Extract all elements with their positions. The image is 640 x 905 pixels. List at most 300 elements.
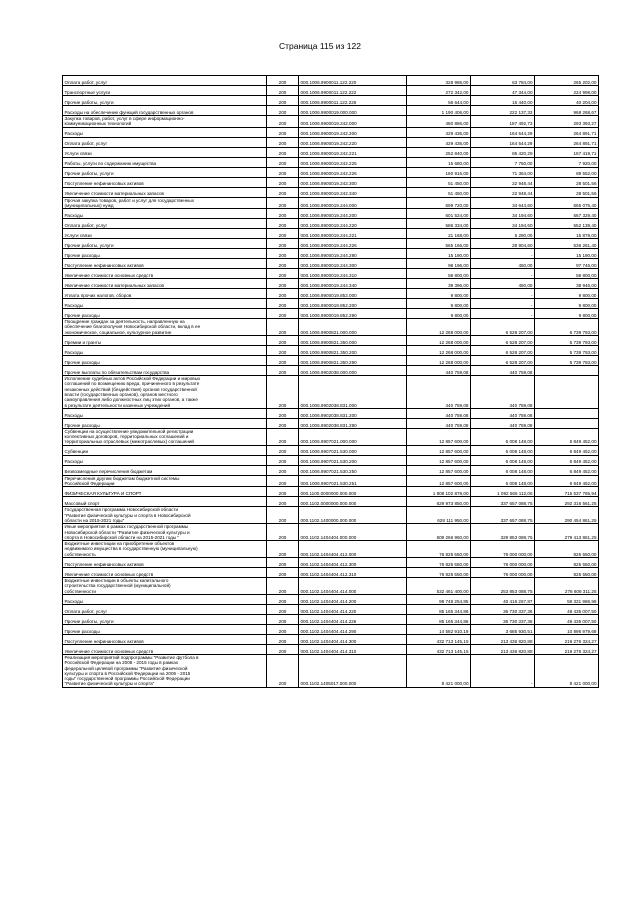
row-name-cell: Прочие расходы (63, 418, 267, 428)
row-name-cell: Прочие расходы (63, 249, 267, 259)
row-budget-code-cell: 000.1102.1404404.414.200 (299, 594, 407, 604)
row-name-cell: Увеличение стоимости материальных запасов (63, 187, 267, 197)
row-name-cell: Прочие расходы (63, 356, 267, 366)
table-row (63, 127, 599, 137)
budget-table (62, 75, 599, 688)
row-budget-code-cell: 000.1006.9907021.530.251 (299, 475, 407, 487)
row-executed-amount-cell: 187 492,73 (471, 116, 535, 128)
row-name-cell: Государственная программа Новосибирской области "Развитие физической культуры и спорта в Новосибирской области на 2015-2021 годы" (63, 507, 267, 524)
row-approved-amount-cell: 432 713 145,15 (407, 634, 471, 644)
row-remaining-amount-cell: 219 276 324,27 (535, 634, 599, 644)
row-name-cell: Расходы (63, 408, 267, 418)
row-remaining-amount-cell (535, 408, 599, 418)
row-approved-amount-cell: 39 396,00 (407, 279, 471, 289)
row-budget-code-cell: 000.1006.9902038.831.290 (299, 418, 407, 428)
row-name-cell: Прочая закупка товаров, работ и услуг для государственных (муниципальных) нужд (63, 197, 267, 209)
row-remaining-amount-cell: 48 435 007,50 (535, 604, 599, 614)
row-executed-amount-cell: 6 528 207,00 (471, 319, 535, 336)
row-name-cell: Премии и гранты (63, 336, 267, 346)
row-approved-amount-cell: 9 800,00 (407, 309, 471, 319)
row-executed-amount-cell: 450,00 (471, 279, 535, 289)
row-approved-amount-cell: 440 759,08 (407, 376, 471, 409)
row-name-cell: Закупка товаров, работ, услуг в сфере информационно- коммуникационных технологий (63, 116, 267, 128)
row-name-cell: Безвозмездные перечисления бюджетам (63, 465, 267, 475)
row-budget-code-cell: 000.1006.9907021.530.250 (299, 465, 407, 475)
table-row (63, 309, 599, 319)
row-budget-code-cell: 000.1006.9902038.831.000 (299, 376, 407, 409)
table-row (63, 259, 599, 269)
table-row (63, 249, 599, 259)
row-remaining-amount-cell: 552 139,40 (535, 219, 599, 229)
row-name-cell: Расходы (63, 209, 267, 219)
row-approved-amount-cell: 12 857 600,00 (407, 455, 471, 465)
row-executed-amount-cell: 6 528 207,00 (471, 356, 535, 366)
row-budget-code-cell: 000.1006.9900019.242.226 (299, 167, 407, 177)
row-approved-amount-cell: 629 973 850,00 (407, 497, 471, 507)
row-remaining-amount-cell: 5 739 793,00 (535, 356, 599, 366)
row-remaining-amount-cell: 10 896 979,68 (535, 624, 599, 634)
row-remaining-amount-cell: 9 800,00 (535, 309, 599, 319)
row-approved-amount-cell: 440 759,08 (407, 418, 471, 428)
table-row (63, 106, 599, 116)
row-code-line-cell: 200 (267, 127, 299, 137)
table-row (63, 487, 599, 497)
row-approved-amount-cell: 12 268 000,00 (407, 336, 471, 346)
row-budget-code-cell: 000.1102.1404404.412.300 (299, 558, 407, 568)
row-budget-code-cell: 000.1006.9900019.242.225 (299, 157, 407, 167)
row-executed-amount-cell: 440 759,08 (471, 376, 535, 409)
row-remaining-amount-cell: 715 537 765,94 (535, 487, 599, 497)
row-executed-amount-cell: 76 000 000,00 (471, 568, 535, 578)
row-executed-amount-cell: 6 528 207,00 (471, 346, 535, 356)
row-executed-amount-cell: 6 008 148,00 (471, 465, 535, 475)
row-code-line-cell: 200 (267, 249, 299, 259)
row-code-line-cell: 200 (267, 408, 299, 418)
row-executed-amount-cell: 6 008 148,00 (471, 475, 535, 487)
row-remaining-amount-cell: 28 501,56 (535, 187, 599, 197)
table-row (63, 376, 599, 409)
row-remaining-amount-cell: 6 849 452,00 (535, 445, 599, 455)
row-remaining-amount-cell: 6 849 452,00 (535, 465, 599, 475)
table-row (63, 289, 599, 299)
row-code-line-cell: 200 (267, 299, 299, 309)
row-remaining-amount-cell: 6 849 452,00 (535, 475, 599, 487)
row-remaining-amount-cell: 8 421 000,00 (535, 654, 599, 687)
row-executed-amount-cell: 76 000 000,00 (471, 558, 535, 568)
row-approved-amount-cell: 12 857 600,00 (407, 465, 471, 475)
row-budget-code-cell: 000.1006.9900019.244.340 (299, 279, 407, 289)
row-name-cell: Оплата работ, услуг (63, 604, 267, 614)
row-budget-code-cell: 000.1102.1404404.000.000 (299, 524, 407, 541)
table-row (63, 475, 599, 487)
row-executed-amount-cell: 440 759,08 (471, 418, 535, 428)
row-executed-amount-cell: 440 759,08 (471, 366, 535, 376)
row-remaining-amount-cell (535, 376, 599, 409)
row-approved-amount-cell: 440 759,08 (407, 408, 471, 418)
row-executed-amount-cell: 36 730 337,36 (471, 614, 535, 624)
table-row (63, 116, 599, 128)
row-remaining-amount-cell: 89 552,00 (535, 167, 599, 177)
row-name-cell: Расходы (63, 455, 267, 465)
row-budget-code-cell: 000.1006.9900019.244.310 (299, 269, 407, 279)
table-row (63, 319, 599, 336)
row-name-cell: Оплата работ, услуг (63, 137, 267, 147)
table-row (63, 167, 599, 177)
row-code-line-cell: 200 (267, 644, 299, 654)
row-name-cell: Уплата прочих налогов, сборов (63, 289, 267, 299)
row-name-cell: Субвенции на осуществление уведомительной регистрации коллективных договоров, территориальных соглашений и территориальных отраслевых (межотраслевых) соглашений (63, 428, 267, 445)
row-executed-amount-cell: 40 416 267,87 (471, 594, 535, 604)
table-row (63, 614, 599, 624)
row-name-cell: Субвенции (63, 445, 267, 455)
row-approved-amount-cell: 432 713 145,15 (407, 644, 471, 654)
row-code-line-cell: 200 (267, 497, 299, 507)
row-executed-amount-cell: 222 137,33 (471, 106, 535, 116)
row-budget-code-cell: 000.1006.9900821.350.200 (299, 346, 407, 356)
row-executed-amount-cell: - (471, 309, 535, 319)
row-name-cell: Прочие расходы (63, 624, 267, 634)
row-remaining-amount-cell: 9 800,00 (535, 289, 599, 299)
table-row (63, 558, 599, 568)
row-approved-amount-cell: 12 268 000,00 (407, 346, 471, 356)
row-name-cell: Прочие работы, услуги (63, 96, 267, 106)
row-approved-amount-cell: 252 840,00 (407, 147, 471, 157)
row-code-line-cell: 200 (267, 96, 299, 106)
row-executed-amount-cell: 213 436 820,88 (471, 634, 535, 644)
row-approved-amount-cell: 429 436,00 (407, 127, 471, 137)
row-name-cell: Бюджетные инвестиции в объекты капитального строительства государственной (муниципальной) собственности (63, 578, 267, 595)
row-executed-amount-cell: 6 528 207,00 (471, 336, 535, 346)
row-approved-amount-cell: 51 450,00 (407, 177, 471, 187)
row-remaining-amount-cell: 58 800,00 (535, 269, 599, 279)
row-executed-amount-cell: 16 440,00 (471, 96, 535, 106)
row-code-line-cell: 200 (267, 167, 299, 177)
row-code-line-cell: 200 (267, 309, 299, 319)
row-code-line-cell: 200 (267, 239, 299, 249)
row-executed-amount-cell: 213 436 820,88 (471, 644, 535, 654)
row-name-cell: Прочие работы, услуги (63, 239, 267, 249)
row-code-line-cell: 200 (267, 558, 299, 568)
row-budget-code-cell: 000.1006.9902038.831.200 (299, 408, 407, 418)
row-approved-amount-cell: 1 808 102 878,00 (407, 487, 471, 497)
row-code-line-cell: 200 (267, 187, 299, 197)
row-remaining-amount-cell: 293 393,27 (535, 116, 599, 128)
row-budget-code-cell: 000.1102.1404404.414.300 (299, 634, 407, 644)
row-executed-amount-cell: 36 730 337,36 (471, 604, 535, 614)
row-executed-amount-cell: 34 194,60 (471, 209, 535, 219)
row-remaining-amount-cell: 6 849 452,00 (535, 455, 599, 465)
row-remaining-amount-cell: 15 878,00 (535, 229, 599, 239)
row-budget-code-cell: 000.1102.1404404.414.220 (299, 604, 407, 614)
row-budget-code-cell: 000.1006.9900011.122.222 (299, 86, 407, 96)
row-code-line-cell: 200 (267, 594, 299, 604)
table-row (63, 594, 599, 604)
row-executed-amount-cell: 6 008 148,00 (471, 428, 535, 445)
row-executed-amount-cell: 47 344,00 (471, 86, 535, 96)
row-remaining-amount-cell: 292 316 561,25 (535, 497, 599, 507)
table-row (63, 445, 599, 455)
row-code-line-cell: 200 (267, 356, 299, 366)
row-executed-amount-cell: 6 008 148,00 (471, 445, 535, 455)
row-code-line-cell: 200 (267, 269, 299, 279)
row-name-cell: Расходы (63, 594, 267, 604)
row-approved-amount-cell: 12 857 600,00 (407, 445, 471, 455)
row-name-cell: ФИЗИЧЕСКАЯ КУЛЬТУРА И СПОРТ (63, 487, 267, 497)
row-budget-code-cell: 000.1006.9900019.244.221 (299, 229, 407, 239)
row-executed-amount-cell: 63 784,00 (471, 76, 535, 86)
row-remaining-amount-cell: 59 331 986,98 (535, 594, 599, 604)
row-approved-amount-cell: 12 857 600,00 (407, 475, 471, 487)
row-code-line-cell: 200 (267, 455, 299, 465)
row-approved-amount-cell: 76 825 550,00 (407, 568, 471, 578)
row-remaining-amount-cell: 9 800,00 (535, 299, 599, 309)
row-approved-amount-cell: 1 190 406,00 (407, 106, 471, 116)
row-executed-amount-cell: 440 759,08 (471, 408, 535, 418)
row-executed-amount-cell: 253 853 088,75 (471, 578, 535, 595)
row-code-line-cell: 200 (267, 604, 299, 614)
row-code-line-cell: 200 (267, 568, 299, 578)
row-code-line-cell: 200 (267, 654, 299, 687)
row-name-cell: Поступление нефинансовых активов (63, 634, 267, 644)
row-approved-amount-cell: 160 916,00 (407, 167, 471, 177)
row-approved-amount-cell: 85 165 344,86 (407, 604, 471, 614)
table-row (63, 279, 599, 289)
row-approved-amount-cell: 9 800,00 (407, 299, 471, 309)
row-remaining-amount-cell: 28 501,56 (535, 177, 599, 187)
row-executed-amount-cell: 3 685 930,51 (471, 624, 535, 634)
row-budget-code-cell: 000.1006.9900019.244.226 (299, 239, 407, 249)
row-code-line-cell: 200 (267, 177, 299, 187)
row-code-line-cell: 200 (267, 219, 299, 229)
row-executed-amount-cell: 7 760,00 (471, 157, 535, 167)
row-budget-code-cell: 000.1006.9900019.000.000 (299, 106, 407, 116)
table-row (63, 147, 599, 157)
row-name-cell: Расходы (63, 346, 267, 356)
row-code-line-cell: 200 (267, 366, 299, 376)
row-remaining-amount-cell: 97 746,00 (535, 259, 599, 269)
row-executed-amount-cell: 329 853 088,75 (471, 524, 535, 541)
row-executed-amount-cell: 71 364,00 (471, 167, 535, 177)
row-code-line-cell: 200 (267, 86, 299, 96)
row-name-cell: Расходы на обеспечение функций государственных органов (63, 106, 267, 116)
row-name-cell: Оплата работ, услуг (63, 76, 267, 86)
table-row (63, 356, 599, 366)
row-name-cell: Иные мероприятия в рамках государственной программы Новосибирской области "Развитие физической культуры и спорта в Новосибирской области на 2015-2021 годы " (63, 524, 267, 541)
row-remaining-amount-cell: 290 454 861,25 (535, 507, 599, 524)
row-code-line-cell: 200 (267, 289, 299, 299)
row-budget-code-cell: 000.1006.9900019.242.200 (299, 127, 407, 137)
row-executed-amount-cell: - (471, 269, 535, 279)
row-executed-amount-cell: 337 657 088,75 (471, 497, 535, 507)
row-remaining-amount-cell (535, 366, 599, 376)
row-executed-amount-cell: 34 194,60 (471, 219, 535, 229)
row-name-cell: Поступление нефинансовых активов (63, 259, 267, 269)
table-row (63, 209, 599, 219)
row-name-cell: Прочие расходы (63, 309, 267, 319)
table-row (63, 654, 599, 687)
row-approved-amount-cell: 609 266 950,00 (407, 524, 471, 541)
row-name-cell: Оплата работ, услуг (63, 219, 267, 229)
row-budget-code-cell: 000.1006.9900821.350.000 (299, 336, 407, 346)
row-remaining-amount-cell: 7 920,00 (535, 157, 599, 167)
row-budget-code-cell: 000.1006.9907021.530.000 (299, 445, 407, 455)
row-approved-amount-cell: 85 165 344,86 (407, 614, 471, 624)
row-budget-code-cell: 000.1006.9900019.244.300 (299, 259, 407, 269)
row-executed-amount-cell: 76 000 000,00 (471, 541, 535, 558)
table-row (63, 428, 599, 445)
row-approved-amount-cell: 272 342,00 (407, 86, 471, 96)
row-name-cell: Бюджетные инвестиции на приобретение объектов недвижимого имущества в государственную (муниципальную) собственность (63, 541, 267, 558)
table-row (63, 604, 599, 614)
table-row (63, 137, 599, 147)
row-budget-code-cell: 000.1102.0000000.000.000 (299, 497, 407, 507)
row-budget-code-cell: 000.1006.9900019.244.290 (299, 249, 407, 259)
table-row (63, 578, 599, 595)
row-approved-amount-cell: 15 190,00 (407, 249, 471, 259)
row-approved-amount-cell: 328 986,00 (407, 76, 471, 86)
row-code-line-cell: 200 (267, 418, 299, 428)
row-approved-amount-cell: 15 680,00 (407, 157, 471, 167)
row-approved-amount-cell: 98 196,00 (407, 259, 471, 269)
row-code-line-cell: 200 (267, 319, 299, 336)
row-remaining-amount-cell: 278 608 311,25 (535, 578, 599, 595)
row-approved-amount-cell: 565 166,00 (407, 239, 471, 249)
row-remaining-amount-cell: 536 261,40 (535, 239, 599, 249)
row-name-cell: Транспортные услуги (63, 86, 267, 96)
row-name-cell: Расходы (63, 299, 267, 309)
row-budget-code-cell: 000.1102.1405017.000.000 (299, 654, 407, 687)
row-executed-amount-cell: - (471, 654, 535, 687)
row-remaining-amount-cell: 5 739 793,00 (535, 346, 599, 356)
row-budget-code-cell: 000.1102.1400000.000.000 (299, 507, 407, 524)
row-code-line-cell: 200 (267, 475, 299, 487)
row-code-line-cell: 200 (267, 147, 299, 157)
row-approved-amount-cell: 58 800,00 (407, 269, 471, 279)
row-budget-code-cell: 000.1006.9900011.122.226 (299, 96, 407, 106)
row-approved-amount-cell: 8 421 000,00 (407, 654, 471, 687)
row-executed-amount-cell: 34 644,60 (471, 197, 535, 209)
table-row (63, 96, 599, 106)
row-code-line-cell: 200 (267, 634, 299, 644)
row-remaining-amount-cell: 825 550,00 (535, 541, 599, 558)
row-approved-amount-cell: 76 825 550,00 (407, 541, 471, 558)
row-code-line-cell: 200 (267, 279, 299, 289)
row-budget-code-cell: 000.1006.9900019.242.300 (299, 177, 407, 187)
row-remaining-amount-cell: 567 329,40 (535, 209, 599, 219)
row-code-line-cell: 200 (267, 487, 299, 497)
table-row (63, 524, 599, 541)
row-code-line-cell: 200 (267, 541, 299, 558)
table-row (63, 336, 599, 346)
table-row (63, 86, 599, 96)
row-budget-code-cell: 000.1006.9900011.122.220 (299, 76, 407, 86)
row-budget-code-cell: 000.1006.9900019.852.000 (299, 289, 407, 299)
table-row (63, 497, 599, 507)
row-name-cell: Перечисления другим бюджетам бюджетной системы Российской Федерации (63, 475, 267, 487)
row-remaining-amount-cell: 15 190,00 (535, 249, 599, 259)
row-budget-code-cell: 000.1006.9900019.242.220 (299, 137, 407, 147)
row-code-line-cell: 200 (267, 524, 299, 541)
row-executed-amount-cell: 164 544,29 (471, 137, 535, 147)
row-executed-amount-cell: 337 657 088,75 (471, 507, 535, 524)
row-remaining-amount-cell: 219 276 324,27 (535, 644, 599, 654)
row-code-line-cell: 200 (267, 507, 299, 524)
row-budget-code-cell: 000.1006.9900019.244.220 (299, 219, 407, 229)
row-budget-code-cell: 000.1006.9900019.242.340 (299, 187, 407, 197)
row-name-cell: Реализация мероприятий подпрограммы "Развитие футбола в Российской Федерации на 2008 - 2015 годы в рамках федеральной целевой программы "Развитие физической культуры и спорта в Российской Федерации на 2006 - 2015 годы" государственной программы Российской Федерации "Развитие физической культуры и спорта" (63, 654, 267, 687)
table-row (63, 366, 599, 376)
row-code-line-cell: 200 (267, 229, 299, 239)
table-row (63, 455, 599, 465)
row-executed-amount-cell: 1 092 565 112,06 (471, 487, 535, 497)
page-header: Страница 115 из 122 (279, 41, 361, 51)
row-budget-code-cell: 000.1006.9900019.852.200 (299, 299, 407, 309)
row-code-line-cell: 200 (267, 376, 299, 409)
table-row (63, 507, 599, 524)
row-executed-amount-cell: 22 948,44 (471, 177, 535, 187)
row-executed-amount-cell: 85 420,29 (471, 147, 535, 157)
row-budget-code-cell: 000.1006.9907021.530.200 (299, 455, 407, 465)
row-code-line-cell: 200 (267, 614, 299, 624)
row-budget-code-cell: 000.1102.1404404.414.290 (299, 624, 407, 634)
row-budget-code-cell: 000.1006.9900821.350.290 (299, 356, 407, 366)
row-remaining-amount-cell: 825 550,00 (535, 558, 599, 568)
row-name-cell: Увеличение стоимости основных средств (63, 644, 267, 654)
row-approved-amount-cell: 601 524,00 (407, 209, 471, 219)
row-approved-amount-cell: 480 886,00 (407, 116, 471, 128)
row-code-line-cell: 200 (267, 465, 299, 475)
row-remaining-amount-cell: 38 946,00 (535, 279, 599, 289)
row-remaining-amount-cell: 665 075,40 (535, 197, 599, 209)
row-name-cell: Работы, услуги по содержанию имущества (63, 157, 267, 167)
row-code-line-cell: 200 (267, 624, 299, 634)
row-name-cell: Прочие работы, услуги (63, 167, 267, 177)
row-approved-amount-cell: 12 857 600,00 (407, 428, 471, 445)
row-code-line-cell: 200 (267, 197, 299, 209)
row-executed-amount-cell: - (471, 249, 535, 259)
row-remaining-amount-cell: 968 268,67 (535, 106, 599, 116)
row-budget-code-cell: 000.1006.9900019.242.000 (299, 116, 407, 128)
row-budget-code-cell: 000.1102.1404404.414.310 (299, 644, 407, 654)
row-name-cell: Поступление нефинансовых активов (63, 558, 267, 568)
row-name-cell: Услуги связи (63, 147, 267, 157)
row-name-cell: Увеличение стоимости основных средств (63, 568, 267, 578)
row-name-cell: Массовый спорт (63, 497, 267, 507)
row-approved-amount-cell: 99 748 254,85 (407, 594, 471, 604)
row-budget-code-cell: 000.1102.1404404.412.310 (299, 568, 407, 578)
row-executed-amount-cell: 5 290,00 (471, 229, 535, 239)
table-row (63, 219, 599, 229)
row-code-line-cell: 200 (267, 428, 299, 445)
table-row (63, 408, 599, 418)
table-row (63, 624, 599, 634)
row-budget-code-cell: 000.1006.9907021.000.000 (299, 428, 407, 445)
row-name-cell: Увеличение стоимости основных средств (63, 269, 267, 279)
row-name-cell: Расходы (63, 127, 267, 137)
table-row (63, 568, 599, 578)
row-code-line-cell: 200 (267, 259, 299, 269)
row-approved-amount-cell: 9 800,00 (407, 289, 471, 299)
row-remaining-amount-cell: 40 204,00 (535, 96, 599, 106)
table-row (63, 239, 599, 249)
row-executed-amount-cell: - (471, 289, 535, 299)
table-row (63, 346, 599, 356)
row-remaining-amount-cell: 279 413 861,25 (535, 524, 599, 541)
row-approved-amount-cell: 628 111 950,00 (407, 507, 471, 524)
table-row (63, 157, 599, 167)
row-budget-code-cell: 000.1006.9900019.244.200 (299, 209, 407, 219)
row-approved-amount-cell: 56 644,00 (407, 96, 471, 106)
